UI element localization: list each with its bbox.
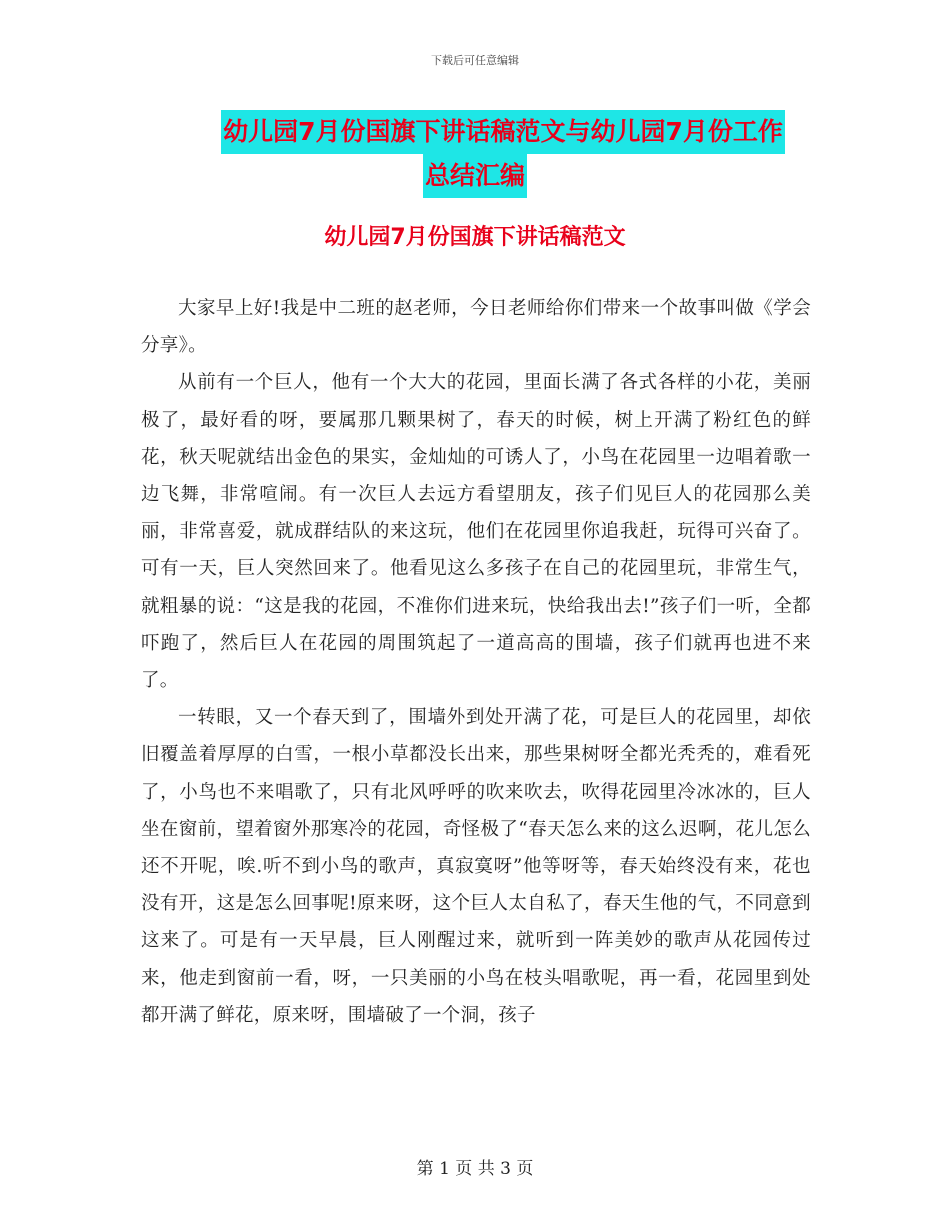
section-heading: 幼儿园7月份国旗下讲话稿范文 [324,225,626,250]
body-paragraph-2: 从前有一个巨人，他有一个大大的花园，里面长满了各式各样的小花，美丽极了，最好看的呀，要属那几颗果树了，春天的时候，树上开满了粉红色的鲜花，秋天呢就结出金色的果实，金灿灿的可诱人了，小鸟在花园里一边唱着歌一边飞舞，非常喧闹。有一次巨人去远方看望朋友，孩子们见巨人的花园那么美丽，非常喜爱，就成群结队的来这玩，他们在花园里你追我赶，玩得可兴奋了。可有一天，巨人突然回来了。他看见这么多孩子在自己的花园里玩，非常生气，就粗暴的说：“这是我的花园，不准你们进来玩，快给我出去!”孩子们一听，全都吓跑了，然后巨人在花园的周围筑起了一道高高的围墙，孩子们就再也进不来了。 [141,372,811,692]
page-header-note: 下载后可任意编辑 [431,54,519,67]
body-paragraph-1: 大家早上好!我是中二班的赵老师，今日老师给你们带来一个故事叫做《学会分享》。 [141,298,811,357]
document-body [141,290,811,1034]
page-number-footer: 第 1 页 共 3 页 [416,1159,534,1179]
document-title-line-1: 幼儿园7月份国旗下讲话稿范文与幼儿园7月份工作 [221,110,785,154]
document-title [0,110,950,198]
document-title-line-2: 总结汇编 [423,154,527,198]
body-paragraph-3: 一转眼，又一个春天到了，围墙外到处开满了花，可是巨人的花园里，却依旧覆盖着厚厚的白雪，一根小草都没长出来，那些果树呀全都光秃秃的，难看死了，小鸟也不来唱歌了，只有北风呼呼的吹来吹去，吹得花园里冷冰冰的，巨人坐在窗前，望着窗外那寒冷的花园，奇怪极了“春天怎么来的这么迟啊，花儿怎么还不开呢，唉.听不到小鸟的歌声，真寂寞呀”他等呀等，春天始终没有来，花也没有开，这是怎么回事呢!原来呀，这个巨人太自私了，春天生他的气，不同意到这来了。可是有一天早晨，巨人刚醒过来，就听到一阵美妙的歌声从花园传过来，他走到窗前一看，呀，一只美丽的小鸟在枝头唱歌呢，再一看，花园里到处都开满了鲜花，原来呀，围墙破了一个洞，孩子 [141,707,811,1026]
